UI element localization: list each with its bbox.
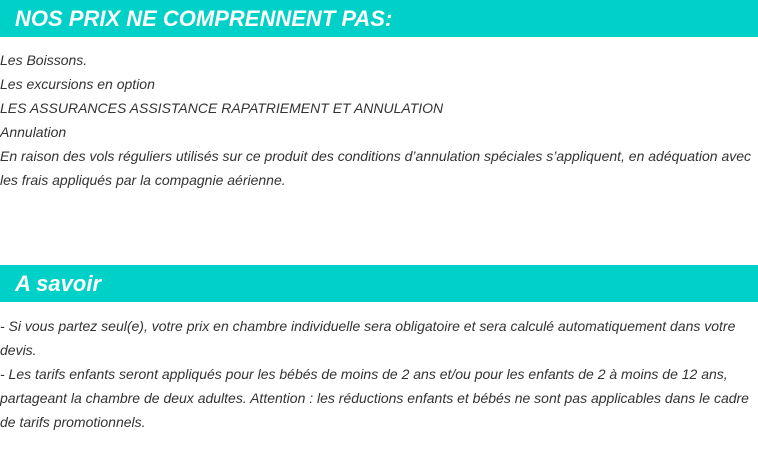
section-header-not-included [0,0,758,37]
cancellation-text: En raison des vols réguliers utilisés sur ce produit des conditions d’annulation spéciales s’appliquent, en adéquation avec les frais appliqués par la compagnie aérienne. [0,148,752,188]
section-title-not-included: NOS PRIX NE COMPRENNENT PAS: [15,6,393,31]
good-to-know-single-room: - Si vous partez seul(e), votre prix en chambre individuelle sera obligatoire et sera calculé automatiquement dans votre devis. [0,318,736,358]
not-included-list [0,48,756,192]
cancellation-heading: Annulation [0,124,67,140]
section-header-good-to-know [0,265,758,302]
good-to-know-child-rates: - Les tarifs enfants seront appliqués pour les bébés de moins de 2 ans et/ou pour les enfants de 2 à moins de 12 ans, partageant la chambre de deux adultes. Attention : les réductions enfants et bébés ne sont pas applicables dans le cadre de tarifs promotionnels. [0,366,749,430]
not-included-item-drinks: Les Boissons. [0,52,88,68]
not-included-item-excursions: Les excursions en option [0,76,155,92]
section-title-good-to-know: A savoir [15,271,102,296]
not-included-item-insurance: LES ASSURANCES ASSISTANCE RAPATRIEMENT ET ANNULATION [0,100,444,116]
good-to-know-list [0,314,756,434]
